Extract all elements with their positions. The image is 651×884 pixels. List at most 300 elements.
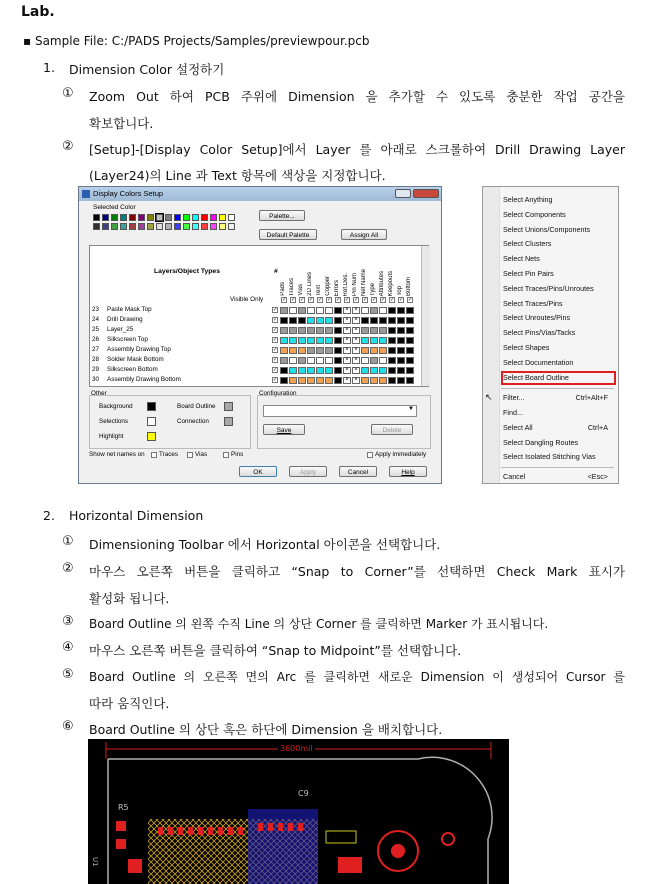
pcb-drawing: [88, 739, 509, 884]
palette-swatch[interactable]: [111, 223, 118, 230]
layer-name[interactable]: Silkscreen Top: [107, 336, 148, 343]
step-marker: ②: [62, 561, 74, 576]
palette-swatch[interactable]: [138, 223, 145, 230]
color-cell[interactable]: [397, 377, 405, 384]
menu-item-cancel[interactable]: Cancel: [503, 472, 526, 481]
step-text: (Layer24)의 Line 과 Text 항목에 색상을 지정합니다.: [89, 168, 386, 183]
dialog-title: Display Colors Setup: [93, 189, 164, 198]
color-cell[interactable]: [370, 347, 378, 354]
copper-area: [248, 809, 318, 884]
color-cell[interactable]: [334, 377, 342, 384]
palette-swatch[interactable]: [102, 214, 109, 221]
color-cell[interactable]: ×: [352, 377, 360, 384]
palette-swatch[interactable]: [219, 223, 226, 230]
color-cell[interactable]: [307, 347, 315, 354]
color-cell[interactable]: [379, 327, 387, 334]
section2-title: Horizontal Dimension: [69, 508, 204, 523]
layers-header: Layers/Object Types: [154, 268, 220, 275]
color-cell[interactable]: [289, 327, 297, 334]
palette-swatch[interactable]: [156, 223, 163, 230]
palette-swatch[interactable]: [219, 214, 226, 221]
color-cell[interactable]: ×: [352, 347, 360, 354]
board-outline-label: Board Outline: [177, 403, 216, 410]
menu-item-select-traces-pins[interactable]: Select Traces/Pins: [503, 298, 563, 308]
step-marker: ③: [62, 614, 74, 629]
visible-only-checkbox[interactable]: ✓: [390, 297, 395, 303]
mounting-hole-center: [391, 844, 405, 858]
color-cell[interactable]: [388, 357, 396, 364]
color-cell[interactable]: [307, 377, 315, 384]
apply-immediately-label: Apply immediately: [375, 451, 427, 458]
color-cell[interactable]: [406, 317, 414, 324]
palette-swatch[interactable]: [210, 214, 217, 221]
color-cell[interactable]: [289, 317, 297, 324]
default-palette-button[interactable]: Default Palette: [259, 229, 317, 240]
column-header: Top: [397, 286, 403, 296]
traces-label: Traces: [159, 451, 179, 458]
color-cell[interactable]: [361, 307, 369, 314]
highlight-label: Highlight: [99, 433, 124, 440]
visible-only-checkbox[interactable]: ✓: [408, 297, 413, 303]
color-cell[interactable]: [406, 347, 414, 354]
visible-only-checkbox[interactable]: ✓: [309, 297, 314, 303]
color-cell[interactable]: [406, 357, 414, 364]
color-cell[interactable]: [316, 317, 324, 324]
palette-swatch[interactable]: [228, 214, 235, 221]
color-cell[interactable]: [370, 377, 378, 384]
color-cell[interactable]: ×: [352, 367, 360, 374]
color-cell[interactable]: [370, 327, 378, 334]
cancel-shortcut: <Esc>: [587, 472, 608, 481]
assign-all-button[interactable]: Assign All: [341, 229, 387, 240]
color-cell[interactable]: [361, 347, 369, 354]
color-cell[interactable]: [379, 357, 387, 364]
column-header: Traces: [289, 277, 295, 296]
layer-visible-checkbox[interactable]: ✓: [273, 357, 278, 363]
selections-swatch[interactable]: [147, 417, 156, 426]
palette-swatch[interactable]: [120, 223, 127, 230]
color-cell[interactable]: [298, 317, 306, 324]
color-cell[interactable]: [397, 357, 405, 364]
layer-name[interactable]: Drill Drawing: [107, 316, 143, 323]
step-marker: ⑥: [62, 719, 74, 734]
color-cell[interactable]: [334, 347, 342, 354]
cursor-icon: ↖: [485, 392, 493, 402]
color-cell[interactable]: [406, 337, 414, 344]
connection-swatch[interactable]: [224, 417, 233, 426]
step-text: Board Outline 의 오른쪽 면의 Arc 를 클릭하면 새로운 Dimension 이 생성되어 Cursor 를: [89, 670, 625, 684]
step-text: 활성화 됩니다.: [89, 591, 170, 606]
color-cell[interactable]: ×: [343, 367, 351, 374]
visible-only-checkbox[interactable]: ✓: [363, 297, 368, 303]
color-cell[interactable]: [325, 307, 333, 314]
visible-only-checkbox[interactable]: ✓: [354, 297, 359, 303]
palette-swatch[interactable]: [147, 223, 154, 230]
app-icon: [82, 190, 90, 198]
palette-swatch[interactable]: [192, 223, 199, 230]
layer-name[interactable]: Solder Mask Bottom: [107, 356, 164, 363]
palette-swatch[interactable]: [147, 214, 154, 221]
color-cell[interactable]: [397, 317, 405, 324]
color-cell[interactable]: [298, 307, 306, 314]
layer-name[interactable]: Layer_25: [107, 326, 134, 333]
select-board-outline-highlight: [501, 371, 616, 385]
layer-name[interactable]: Silkscreen Bottom: [107, 366, 158, 373]
color-cell[interactable]: [334, 337, 342, 344]
step-marker: ④: [62, 640, 74, 655]
color-cell[interactable]: [298, 377, 306, 384]
color-cell[interactable]: [361, 327, 369, 334]
color-cell[interactable]: [280, 347, 288, 354]
step-marker: ⑤: [62, 667, 74, 682]
menu-item-select-components[interactable]: Select Components: [503, 209, 566, 219]
visible-only-label: Visible Only: [230, 296, 264, 303]
layer-number: 27: [92, 346, 100, 353]
step-text: Dimensioning Toolbar 에서 Horizontal 아이콘을 선택합니다.: [89, 537, 441, 552]
step-text: [Setup]-[Display Color Setup]에서 Layer 를 아래로 스크롤하여 Drill Drawing Layer: [89, 142, 625, 157]
step-text: Board Outline 의 상단 혹은 하단에 Dimension 을 배치합니다.: [89, 722, 443, 737]
color-cell[interactable]: [406, 367, 414, 374]
color-cell[interactable]: ×: [343, 337, 351, 344]
board-outline-swatch[interactable]: [224, 402, 233, 411]
color-cell[interactable]: [280, 307, 288, 314]
step-marker: ①: [62, 86, 74, 101]
color-cell[interactable]: [370, 357, 378, 364]
menu-item-select-nets[interactable]: Select Nets: [503, 254, 540, 264]
color-cell[interactable]: [388, 347, 396, 354]
color-cell[interactable]: [379, 317, 387, 324]
visible-only-checkbox[interactable]: ✓: [291, 297, 296, 303]
visible-only-checkbox[interactable]: ✓: [345, 297, 350, 303]
color-cell[interactable]: [316, 307, 324, 314]
color-cell[interactable]: [397, 327, 405, 334]
configuration-select[interactable]: [263, 405, 417, 417]
color-cell[interactable]: ×: [352, 327, 360, 334]
step-marker: ①: [62, 534, 74, 549]
color-cell[interactable]: [397, 367, 405, 374]
layer-rows: [90, 306, 430, 388]
layer-name[interactable]: Paste Mask Top: [107, 306, 152, 313]
layer-visible-checkbox[interactable]: ✓: [273, 347, 278, 353]
connection-label: Connection: [177, 418, 209, 425]
context-menu: [482, 186, 619, 484]
section1-number: 1.: [43, 60, 55, 75]
color-cell[interactable]: [307, 337, 315, 344]
step-text: 확보합니다.: [89, 116, 154, 131]
color-cell[interactable]: [379, 337, 387, 344]
select-all-shortcut: Ctrl+A: [587, 423, 608, 432]
color-cell[interactable]: [397, 307, 405, 314]
cancel-button[interactable]: Cancel: [339, 466, 377, 477]
palette-swatch[interactable]: [228, 223, 235, 230]
color-cell[interactable]: ×: [352, 317, 360, 324]
layer-visible-checkbox[interactable]: ✓: [273, 337, 278, 343]
color-cell[interactable]: [397, 347, 405, 354]
layer-name[interactable]: Assembly Drawing Bottom: [107, 376, 181, 383]
ok-button[interactable]: OK: [239, 466, 277, 477]
menu-item-select-unions-components[interactable]: Select Unions/Components: [503, 224, 591, 234]
apply-button[interactable]: Apply: [289, 466, 327, 477]
color-cell[interactable]: [316, 367, 324, 374]
column-header: Pin Num: [352, 272, 358, 296]
menu-item-select-anything[interactable]: Select Anything: [503, 195, 553, 204]
visible-only-checkbox[interactable]: ✓: [372, 297, 377, 303]
pad: [338, 857, 362, 873]
visible-only-checkbox[interactable]: ✓: [282, 297, 287, 303]
palette-swatch[interactable]: [129, 214, 136, 221]
palette-swatch[interactable]: [201, 223, 208, 230]
layer-visible-checkbox[interactable]: ✓: [273, 377, 278, 383]
layer-number: 26: [92, 336, 100, 343]
layer-visible-checkbox[interactable]: ✓: [273, 317, 278, 323]
section2-number: 2.: [43, 508, 55, 523]
color-cell[interactable]: [361, 367, 369, 374]
step-text: 마우스 오른쪽 버튼을 클릭하여 “Snap to Midpoint”를 선택합니다.: [89, 643, 462, 658]
traces-checkbox[interactable]: [151, 452, 157, 458]
color-cell[interactable]: [406, 377, 414, 384]
delete-button[interactable]: Delete: [371, 424, 413, 435]
color-cell[interactable]: [379, 367, 387, 374]
color-cell[interactable]: [298, 347, 306, 354]
pins-checkbox[interactable]: [223, 452, 229, 458]
step-text: Board Outline 의 왼쪽 수직 Line 의 상단 Corner 를 클릭하면 Marker 가 표시됩니다.: [89, 617, 549, 631]
visible-only-row: [280, 296, 430, 304]
palette-swatch[interactable]: [156, 214, 163, 221]
color-cell[interactable]: [334, 317, 342, 324]
color-cell[interactable]: [361, 317, 369, 324]
pad: [116, 821, 126, 831]
via: [442, 833, 454, 845]
color-cell[interactable]: [361, 337, 369, 344]
color-cell[interactable]: [325, 317, 333, 324]
palette-swatch[interactable]: [129, 223, 136, 230]
color-cell[interactable]: [307, 327, 315, 334]
palette-swatch[interactable]: [138, 214, 145, 221]
color-cell[interactable]: [325, 367, 333, 374]
help-button[interactable]: Help: [389, 466, 427, 477]
color-cell[interactable]: [280, 367, 288, 374]
vias-checkbox[interactable]: [187, 452, 193, 458]
column-header: Copper: [325, 276, 331, 296]
palette-swatch[interactable]: [165, 214, 172, 221]
color-cell[interactable]: [280, 317, 288, 324]
help-titlebar-button[interactable]: [395, 189, 411, 198]
color-cell[interactable]: [388, 327, 396, 334]
color-cell[interactable]: [307, 367, 315, 374]
color-cell[interactable]: [334, 327, 342, 334]
color-cell[interactable]: [370, 337, 378, 344]
color-palette[interactable]: [93, 214, 253, 236]
color-cell[interactable]: [334, 357, 342, 364]
color-cell[interactable]: ×: [352, 307, 360, 314]
menu-item-select-traces-pins-unroutes[interactable]: Select Traces/Pins/Unroutes: [503, 283, 594, 293]
color-cell[interactable]: ×: [343, 307, 351, 314]
hash-header: #: [274, 268, 278, 275]
menu-item-select-shapes[interactable]: Select Shapes: [503, 343, 550, 352]
color-cell[interactable]: ×: [343, 327, 351, 334]
color-cell[interactable]: [307, 307, 315, 314]
step-text: 따라 움직인다.: [89, 696, 170, 711]
menu-item-select-board-outline[interactable]: Select Board Outline: [503, 372, 569, 382]
pad: [116, 839, 126, 849]
color-cell[interactable]: ×: [343, 317, 351, 324]
color-cell[interactable]: [388, 367, 396, 374]
color-cell[interactable]: ×: [352, 337, 360, 344]
palette-swatch[interactable]: [174, 223, 181, 230]
color-cell[interactable]: [316, 357, 324, 364]
menu-item-select-documentation[interactable]: Select Documentation: [503, 357, 574, 367]
menu-item-dangling-routes[interactable]: Select Dangling Routes: [503, 438, 579, 447]
menu-gutter: [483, 187, 500, 483]
color-cell[interactable]: [388, 307, 396, 314]
palette-swatch[interactable]: [201, 214, 208, 221]
color-cell[interactable]: [370, 317, 378, 324]
u1-label: U1: [91, 857, 99, 867]
color-cell[interactable]: [325, 337, 333, 344]
color-cell[interactable]: [298, 337, 306, 344]
palette-swatch[interactable]: [165, 223, 172, 230]
color-cell[interactable]: [289, 337, 297, 344]
layer-visible-checkbox[interactable]: ✓: [273, 367, 278, 373]
palette-swatch[interactable]: [93, 214, 100, 221]
palette-swatch[interactable]: [183, 214, 190, 221]
c9-label: C9: [298, 789, 309, 798]
menu-item-find[interactable]: Find...: [503, 408, 523, 417]
menu-item-filter[interactable]: Filter...: [503, 393, 525, 402]
component-outline: [326, 831, 356, 843]
layer-number: 29: [92, 366, 100, 373]
color-cell[interactable]: ×: [343, 357, 351, 364]
visible-only-checkbox[interactable]: ✓: [399, 297, 404, 303]
color-cell[interactable]: [289, 367, 297, 374]
color-cell[interactable]: ×: [343, 377, 351, 384]
color-cell[interactable]: [334, 367, 342, 374]
color-cell[interactable]: [379, 347, 387, 354]
visible-only-checkbox[interactable]: ✓: [381, 297, 386, 303]
color-cell[interactable]: [370, 367, 378, 374]
visible-only-checkbox[interactable]: ✓: [318, 297, 323, 303]
color-cell[interactable]: [307, 357, 315, 364]
color-cell[interactable]: [361, 357, 369, 364]
color-cell[interactable]: [316, 337, 324, 344]
configuration-group: [257, 395, 431, 449]
color-cell[interactable]: [289, 347, 297, 354]
color-cell[interactable]: [325, 377, 333, 384]
color-cell[interactable]: [298, 327, 306, 334]
menu-item-select-unroutes-pins[interactable]: Select Unroutes/Pins: [503, 313, 571, 323]
pcb-view: [88, 739, 509, 884]
color-cell[interactable]: [406, 307, 414, 314]
color-cell[interactable]: ×: [352, 357, 360, 364]
layer-number: 30: [92, 376, 100, 383]
highlight-swatch[interactable]: [147, 432, 156, 441]
color-cell[interactable]: [325, 357, 333, 364]
layer-visible-checkbox[interactable]: ✓: [273, 327, 278, 333]
menu-separator: [501, 388, 614, 389]
column-header: Vias: [298, 284, 304, 296]
menu-item-select-all[interactable]: Select All: [503, 423, 533, 432]
color-cell[interactable]: [388, 317, 396, 324]
color-cell[interactable]: [397, 337, 405, 344]
color-cell[interactable]: [280, 357, 288, 364]
display-colors-dialog: [78, 186, 442, 484]
column-header: Keepouts: [388, 270, 394, 296]
color-cell[interactable]: [298, 367, 306, 374]
background-label: Background: [99, 403, 133, 410]
color-cell[interactable]: [379, 307, 387, 314]
color-cell[interactable]: [316, 327, 324, 334]
step-text: Zoom Out 하여 PCB 주위에 Dimension 을 추가할 수 있도록 충분한 작업 공간을: [89, 89, 625, 104]
r5-label: R5: [118, 803, 129, 812]
color-cell[interactable]: [388, 337, 396, 344]
color-cell[interactable]: [316, 377, 324, 384]
apply-immediately-checkbox[interactable]: [367, 452, 373, 458]
other-label: Other: [91, 390, 107, 397]
close-icon[interactable]: [413, 189, 439, 198]
color-cell[interactable]: [280, 327, 288, 334]
color-cell[interactable]: [316, 347, 324, 354]
selections-label: Selections: [99, 418, 129, 425]
color-cell[interactable]: [289, 377, 297, 384]
color-cell[interactable]: [280, 377, 288, 384]
layer-number: 28: [92, 356, 100, 363]
palette-swatch[interactable]: [174, 214, 181, 221]
color-cell[interactable]: [361, 377, 369, 384]
color-cell[interactable]: [325, 327, 333, 334]
palette-swatch[interactable]: [111, 214, 118, 221]
palette-swatch[interactable]: [93, 223, 100, 230]
menu-item-stitching-vias[interactable]: Select Isolated Stitching Vias: [503, 452, 596, 461]
visible-only-checkbox[interactable]: ✓: [336, 297, 341, 303]
page-heading: Lab.: [21, 4, 55, 20]
column-header: Pads: [280, 282, 286, 296]
menu-item-select-pins-vias-tacks[interactable]: Select Pins/Vias/Tacks: [503, 328, 576, 338]
palette-swatch[interactable]: [210, 223, 217, 230]
color-cell[interactable]: [370, 307, 378, 314]
background-swatch[interactable]: [147, 402, 156, 411]
visible-only-checkbox[interactable]: ✓: [327, 297, 332, 303]
color-cell[interactable]: [388, 377, 396, 384]
palette-swatch[interactable]: [102, 223, 109, 230]
color-cell[interactable]: [280, 337, 288, 344]
section1-title: Dimension Color 설정하기: [69, 62, 225, 77]
color-cell[interactable]: [298, 357, 306, 364]
layer-name[interactable]: Assembly Drawing Top: [107, 346, 171, 353]
color-cell[interactable]: [325, 347, 333, 354]
color-cell[interactable]: ×: [343, 347, 351, 354]
palette-swatch[interactable]: [183, 223, 190, 230]
color-cell[interactable]: [307, 317, 315, 324]
color-cell[interactable]: [289, 307, 297, 314]
save-button[interactable]: Save: [263, 424, 305, 435]
column-header: Ref.Des.: [343, 272, 349, 296]
grid-scrollbar[interactable]: [421, 246, 430, 386]
palette-swatch[interactable]: [192, 214, 199, 221]
color-cell[interactable]: [406, 327, 414, 334]
visible-only-checkbox[interactable]: ✓: [300, 297, 305, 303]
filter-shortcut: Ctrl+Alt+F: [575, 393, 608, 402]
layer-visible-checkbox[interactable]: ✓: [273, 307, 278, 313]
layer-grid: [89, 245, 429, 387]
color-cell[interactable]: [334, 307, 342, 314]
column-headers: [280, 248, 430, 296]
menu-item-select-clusters[interactable]: Select Clusters: [503, 239, 552, 249]
color-cell[interactable]: [289, 357, 297, 364]
palette-button[interactable]: Palette...: [259, 210, 305, 221]
palette-swatch[interactable]: [120, 214, 127, 221]
color-cell[interactable]: [379, 377, 387, 384]
menu-item-select-pin-pairs[interactable]: Select Pin Pairs: [503, 269, 554, 278]
